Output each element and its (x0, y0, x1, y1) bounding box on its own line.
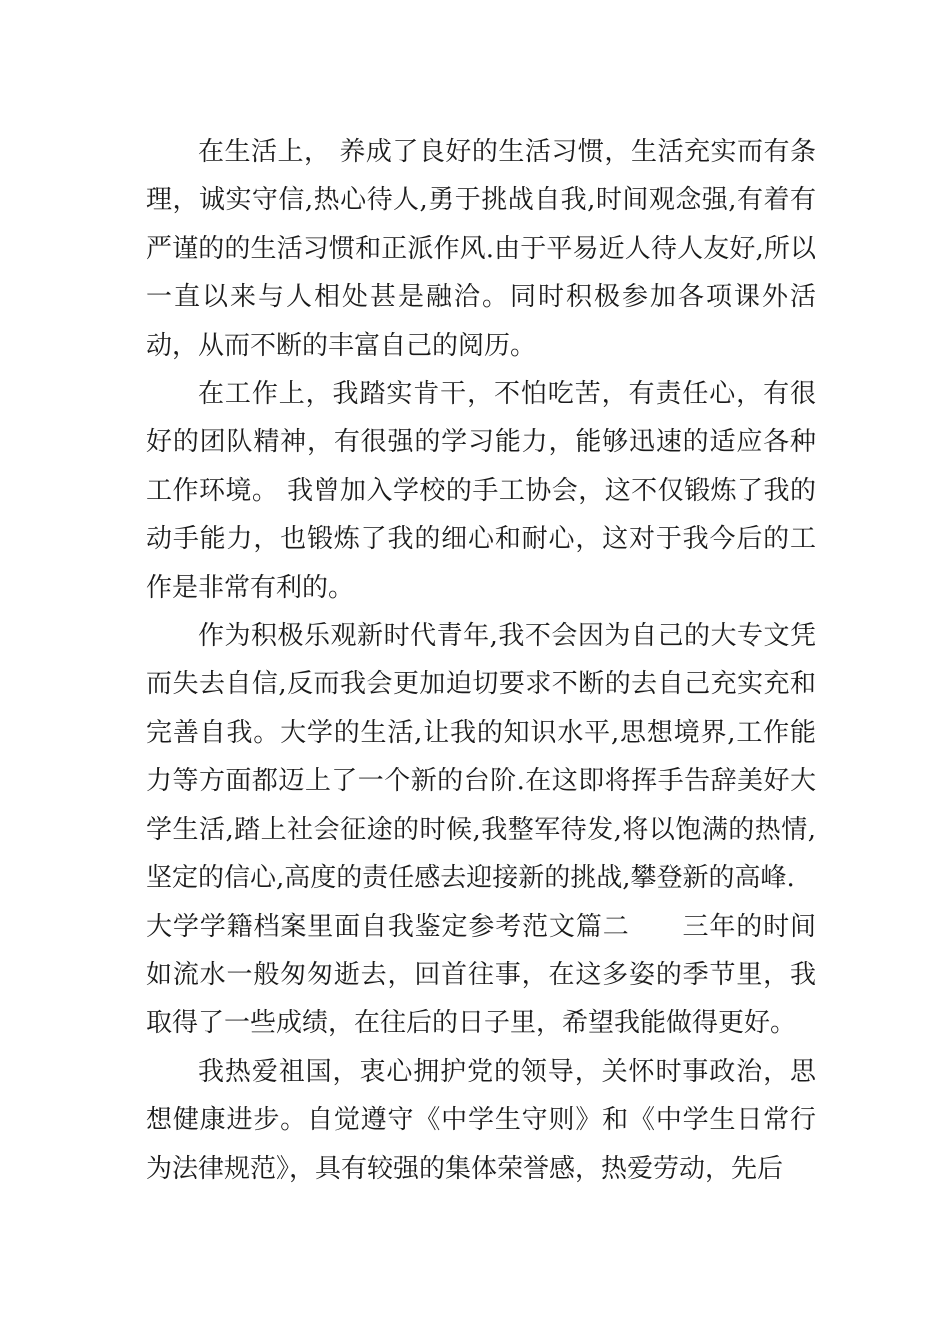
paragraph-section-two (146, 903, 816, 1048)
paragraph-work: 在工作上，我踏实肯干，不怕吃苦，有责任心，有很好的团队精神，有很强的学习能力，能够迅速的适应各种工作环境。 我曾加入学校的手工协会，这不仅锻炼了我的动手能力，也锻炼了我的细心和耐心，这对于我今后的工作是非常有利的。 (146, 379, 816, 603)
document-page (146, 128, 816, 1193)
paragraph-patriotism: 我热爱祖国，衷心拥护党的领导，关怀时事政治，思想健康进步。自觉遵守《中学生守则》和《中学生日常行为法律规范》，具有较强的集体荣誉感，热爱劳动，先后 (146, 1056, 816, 1184)
section-title: 大学学籍档案里面自我鉴定参考范文篇二 (146, 911, 630, 942)
paragraph-youth: 作为积极乐观新时代青年,我不会因为自己的大专文凭而失去自信,反而我会更加迫切要求不断的去自己充实充和完善自我。大学的生活,让我的知识水平,思想境界,工作能力等方面都迈上了一个新的台阶.在这即将挥手告辞美好大学生活,踏上社会征途的时候,我整军待发,将以饱满的热情,坚定的信心,高度的责任感去迎接新的挑战,攀登新的高峰. (146, 621, 816, 894)
paragraph-life: 在生活上， 养成了良好的生活习惯，生活充实而有条理，诚实守信,热心待人,勇于挑战自我,时间观念强,有着有严谨的的生活习惯和正派作风.由于平易近人待人友好,所以一直以来与人相处甚是融洽。同时积极参加各项课外活动，从而不断的丰富自己的阅历。 (146, 137, 816, 361)
section-first-text: 三年的时间如流水一般匆匆逝去，回首往事，在这多姿的季节里，我取得了一些成绩，在往后的日子里，希望我能做得更好。 (146, 911, 816, 1039)
